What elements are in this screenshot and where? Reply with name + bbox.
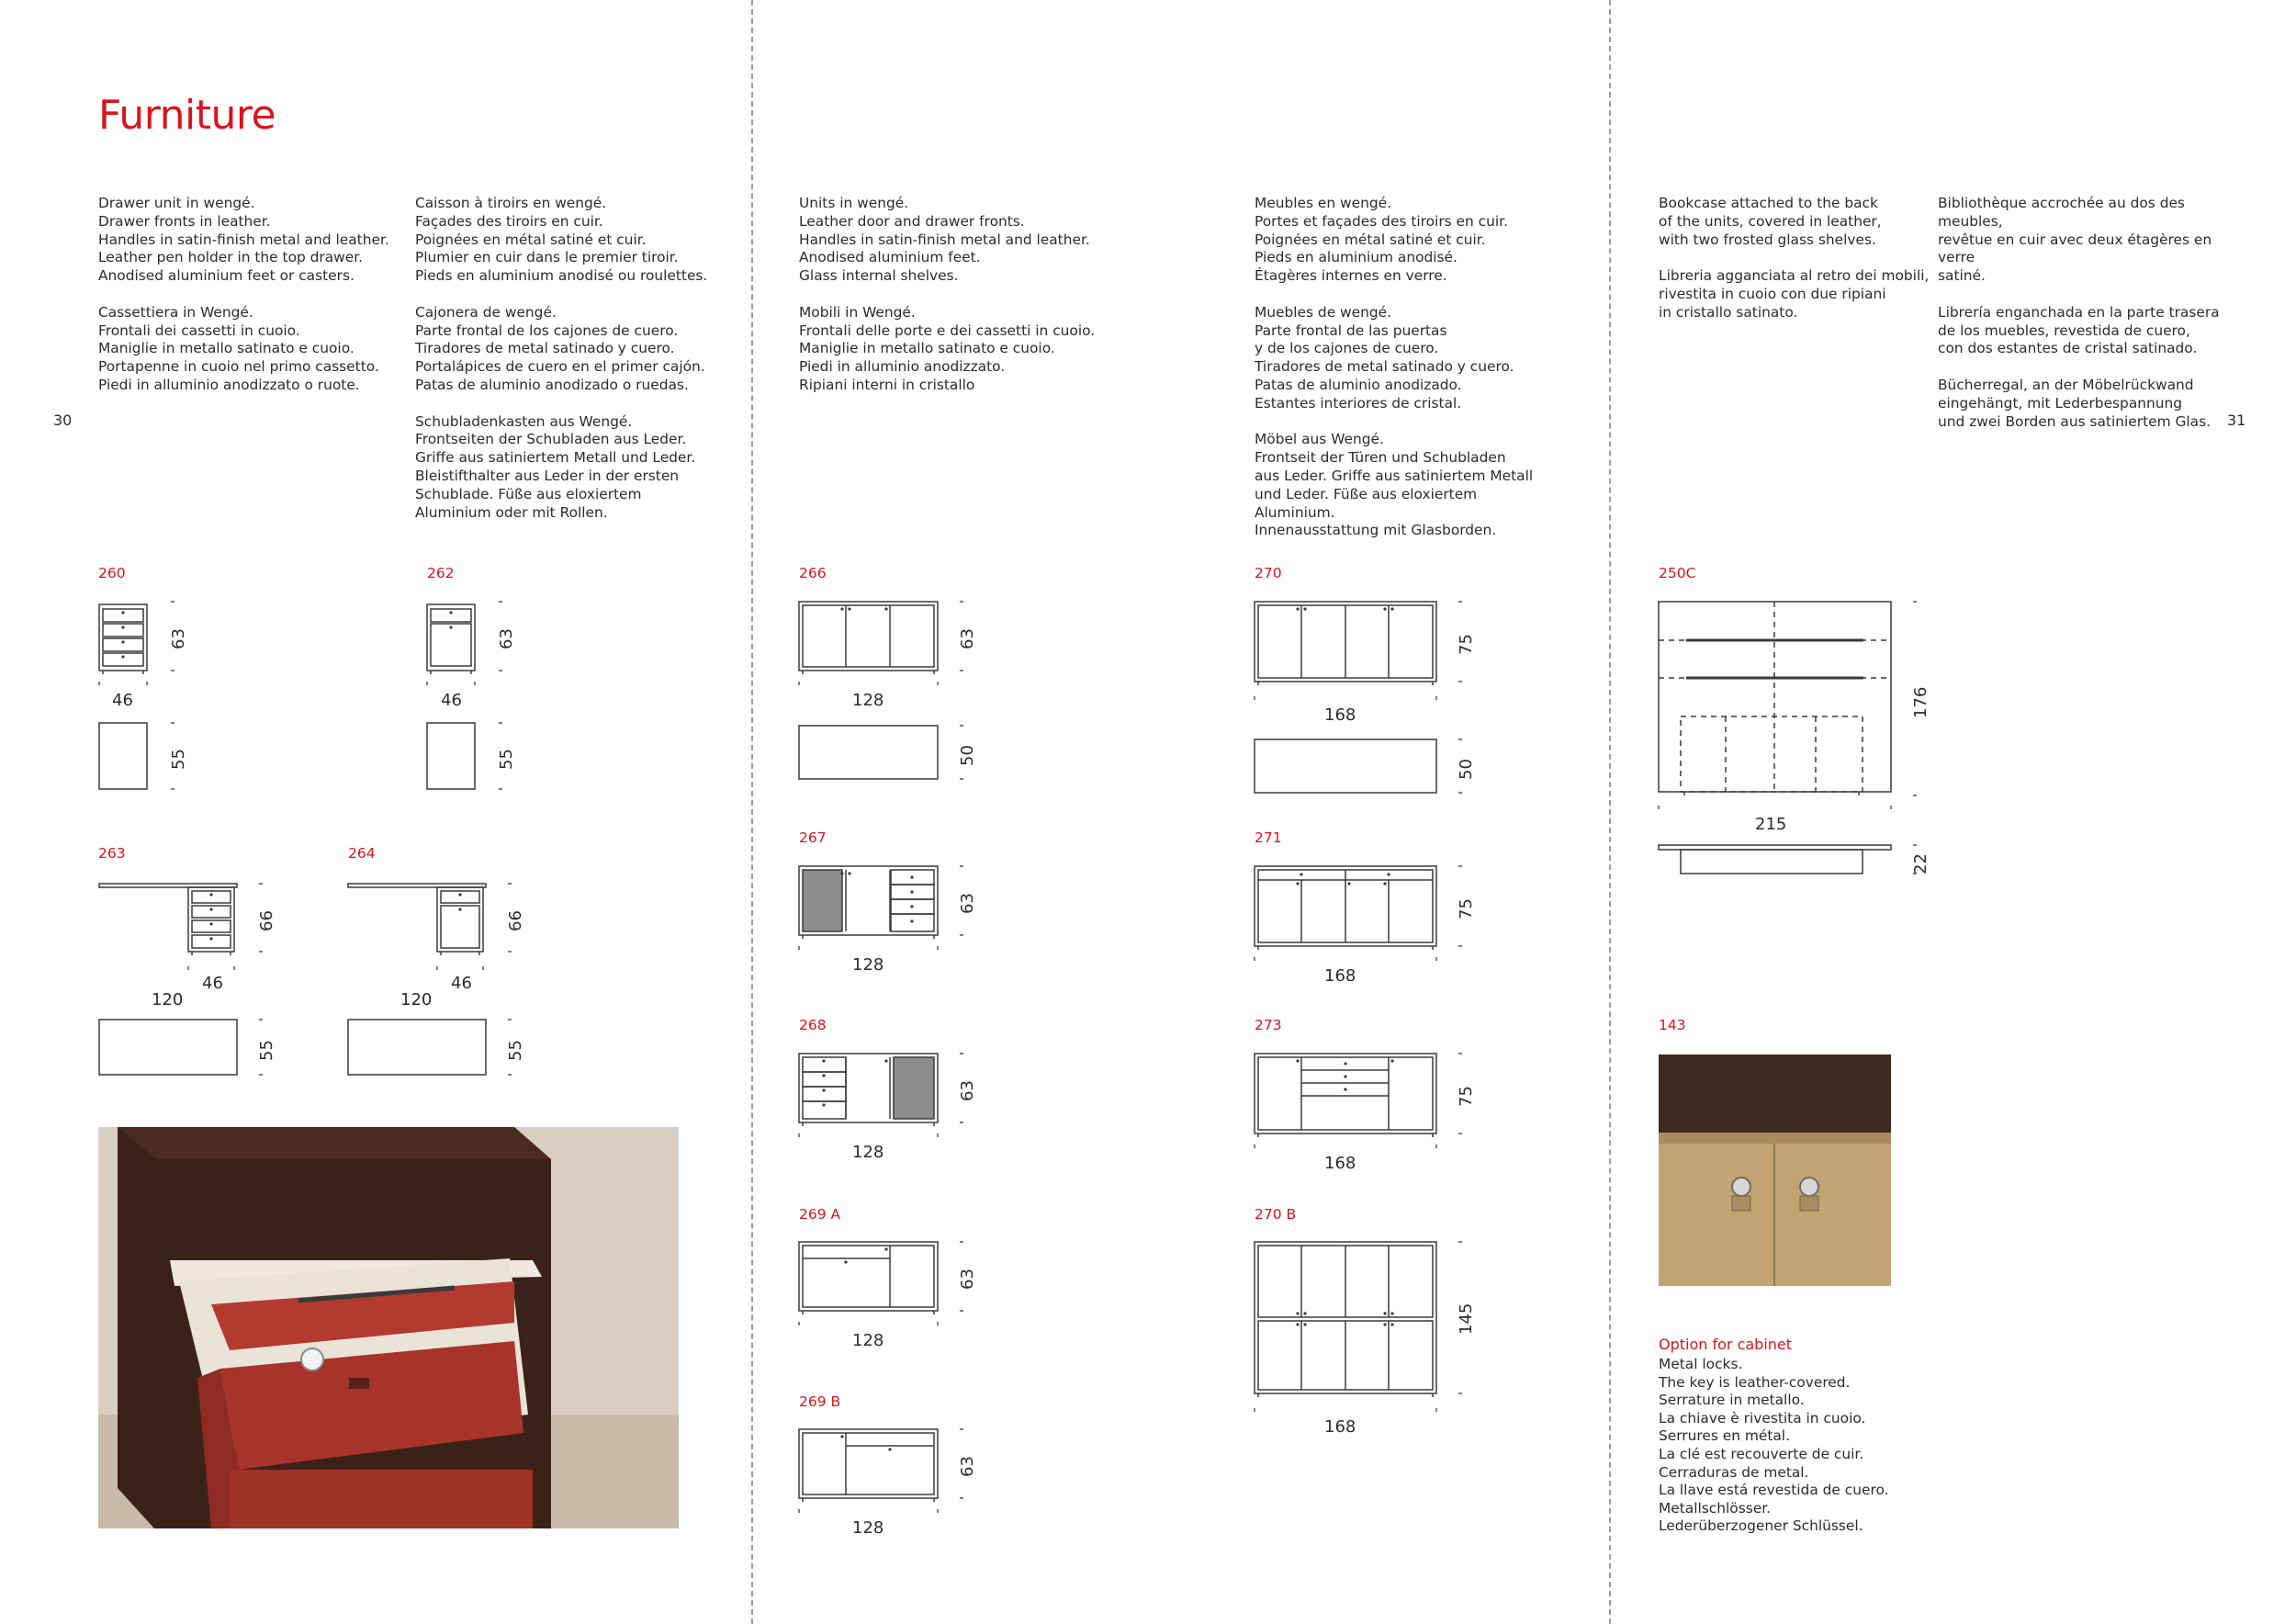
drawing-266-front <box>799 602 938 674</box>
product-code: 268 <box>799 1017 827 1033</box>
option-description: Metal locks. The key is leather-covered. Serrature in metallo. La chiave è rivestita in cuoio. Serrures en métal. La clé est recouverte de cuir. Cerraduras de metal. La llave está revestida de cuero. Metallschlösser. Lederüberzogener Schlüssel. <box>1659 1356 1889 1535</box>
drawing-273-front <box>1255 1054 1436 1137</box>
drawing-260-front <box>99 604 147 674</box>
width-dimension: 128 <box>852 1143 884 1162</box>
height-dimension: 145 <box>1457 1303 1476 1335</box>
height-dimension: 66 <box>257 910 276 931</box>
drawing-266-plan <box>799 726 938 779</box>
drawing-267-front <box>799 866 938 939</box>
drawing-262-plan <box>427 723 475 789</box>
drawing-268-front <box>799 1054 938 1126</box>
product-code: 143 <box>1659 1017 1686 1033</box>
depth-dimension: 55 <box>497 749 516 770</box>
drawing-271-front <box>1255 866 1436 950</box>
depth-dimension: 50 <box>1457 759 1476 780</box>
width-dimension: 168 <box>1324 705 1356 725</box>
height-dimension: 63 <box>169 628 188 649</box>
width-dimension: 46 <box>441 691 462 710</box>
depth-dimension: 55 <box>506 1040 525 1061</box>
height-dimension: 66 <box>506 910 525 931</box>
option-title: Option for cabinet <box>1659 1336 1793 1353</box>
height-dimension: 75 <box>1457 1086 1476 1107</box>
page-title: Furniture <box>98 92 276 139</box>
width-dimension: 128 <box>852 1518 884 1538</box>
product-code: 260 <box>98 565 126 581</box>
height-dimension: 176 <box>1911 686 1930 718</box>
product-code: 266 <box>799 565 827 581</box>
height-dimension: 63 <box>958 1456 977 1477</box>
page-number-right: 31 <box>2227 412 2246 429</box>
drawing-269b-front <box>799 1429 938 1502</box>
width-dimension: 46 <box>112 691 133 710</box>
product-code: 270 <box>1255 565 1282 581</box>
product-code: 273 <box>1255 1017 1282 1033</box>
height-dimension: 63 <box>958 1269 977 1290</box>
drawing-263-plan <box>99 1020 237 1075</box>
product-code: 269 B <box>799 1393 841 1410</box>
description-units-fr-es-de: Meubles en wengé. Portes et façades des tiroirs en cuir. Poignées en métal satiné et cuir. Pieds en aluminium anodisé. Étagères internes en verre. Muebles de wengé. Parte frontal de las puertas y de los cajones de cuero. Tiradores de metal satinado y cuero. Patas de aluminio anodizado. Estantes interiores de cristal. Möbel aus Wengé. Frontseit der Türen und Schubladen aus Leder. Griffe aus satiniertem Metall und Leder. Füße aus eloxiertem Aluminium. Innenausstattung mit Glasborden. <box>1255 195 1534 539</box>
depth-dimension: 50 <box>958 745 977 766</box>
description-bookcase-en-it: Bookcase attached to the back of the units, covered in leather, with two frosted glass shelves. Libreria agganciata al retro dei mobili, rivestita in cuoio con due ripiani in cristallo satinato. <box>1659 195 1930 321</box>
product-code: 264 <box>348 845 376 862</box>
product-code: 262 <box>427 565 455 581</box>
drawing-270-front <box>1255 602 1436 685</box>
depth-dimension: 22 <box>1911 853 1930 874</box>
width-dimension: 215 <box>1755 815 1787 834</box>
description-units-en-it: Units in wengé. Leather door and drawer fronts. Handles in satin-finish metal and leather. Anodised aluminium feet. Glass internal shelves. Mobili in Wengé. Frontali delle porte e dei cassetti in cuoio. Maniglie in metallo satinato e cuoio. Piedi in alluminio anodizzato. Ripiani interni in cristallo <box>799 195 1096 393</box>
width-dimension: 128 <box>852 1331 884 1350</box>
width-dimension: 128 <box>852 691 884 710</box>
width-dimension: 168 <box>1324 1154 1356 1173</box>
product-code: 267 <box>799 829 827 846</box>
drawing-250c-front <box>1659 602 1891 795</box>
width-dimension: 46 <box>202 974 223 993</box>
description-bookcase-fr-es-de: Bibliothèque accrochée au dos des meubles, revêtue en cuir avec deux étagères en verre satiné. Librería enganchada en la parte trasera de los muebles, revestida de cuero, con dos estantes de cristal satinado. Bücherregal, an der Möbelrückwand eingehängt, mit Lederbespannung und zwei Borden aus satiniertem Glas. <box>1938 195 2220 430</box>
drawing-260-plan <box>99 723 147 789</box>
drawing-262-front <box>427 604 475 674</box>
depth-dimension: 55 <box>257 1040 276 1061</box>
height-dimension: 63 <box>497 628 516 649</box>
description-drawer-unit-fr-es-de: Caisson à tiroirs en wengé. Façades des tiroirs en cuir. Poignées en métal satiné et cuir. Plumier en cuir dans le premier tiroir. Pieds en aluminium anodisé ou roulettes. Cajonera de wengé. Parte frontal de los cajones de cuero. Tiradores de metal satinado y cuero. Portalápices de cuero en el primer cajón. Patas de aluminio anodizado o ruedas. Schubladenkasten aus Wengé. Frontseiten der Schubladen aus Leder. Griffe aus satiniertem Metall und Leder. Bleistifthalter aus Leder in der ersten Schublade. Füße aus eloxiertem Aluminium oder mit Rollen. <box>415 195 708 521</box>
height-dimension: 63 <box>958 628 977 649</box>
drawing-264-plan <box>348 1020 486 1075</box>
drawing-270b-front <box>1255 1242 1436 1397</box>
width-dimension: 168 <box>1324 966 1356 986</box>
photo-cabinet-lock <box>1659 1054 1891 1286</box>
drawing-270-plan <box>1255 739 1436 793</box>
product-code: 271 <box>1255 829 1282 846</box>
drawing-269a-front <box>799 1242 938 1314</box>
height-dimension: 75 <box>1457 898 1476 919</box>
width-dimension: 46 <box>451 974 472 993</box>
depth-dimension: 55 <box>169 749 188 770</box>
photo-drawer-unit <box>98 1127 679 1528</box>
description-drawer-unit-en-it: Drawer unit in wengé. Drawer fronts in leather. Handles in satin-finish metal and leather. Leather pen holder in the top drawer. Anodised aluminium feet or casters. Cassettiera in Wengé. Frontali dei cassetti in cuoio. Maniglie in metallo satinato e cuoio. Portapenne in cuoio nel primo cassetto. Piedi in alluminio anodizzato o ruote. <box>98 195 389 393</box>
product-code: 263 <box>98 845 126 862</box>
width-dimension: 128 <box>852 955 884 975</box>
drawing-250c-plan <box>1659 845 1891 874</box>
drawing-263-front <box>99 884 237 955</box>
total-width-dimension: 120 <box>152 990 184 1009</box>
width-dimension: 168 <box>1324 1417 1356 1437</box>
total-width-dimension: 120 <box>400 990 433 1009</box>
drawing-264-front <box>348 884 486 955</box>
height-dimension: 75 <box>1457 634 1476 655</box>
height-dimension: 63 <box>958 1080 977 1101</box>
product-code: 269 A <box>799 1206 841 1223</box>
product-code: 250C <box>1659 565 1696 581</box>
product-code: 270 B <box>1255 1206 1297 1223</box>
page-number-left: 30 <box>53 412 73 429</box>
height-dimension: 63 <box>958 893 977 914</box>
